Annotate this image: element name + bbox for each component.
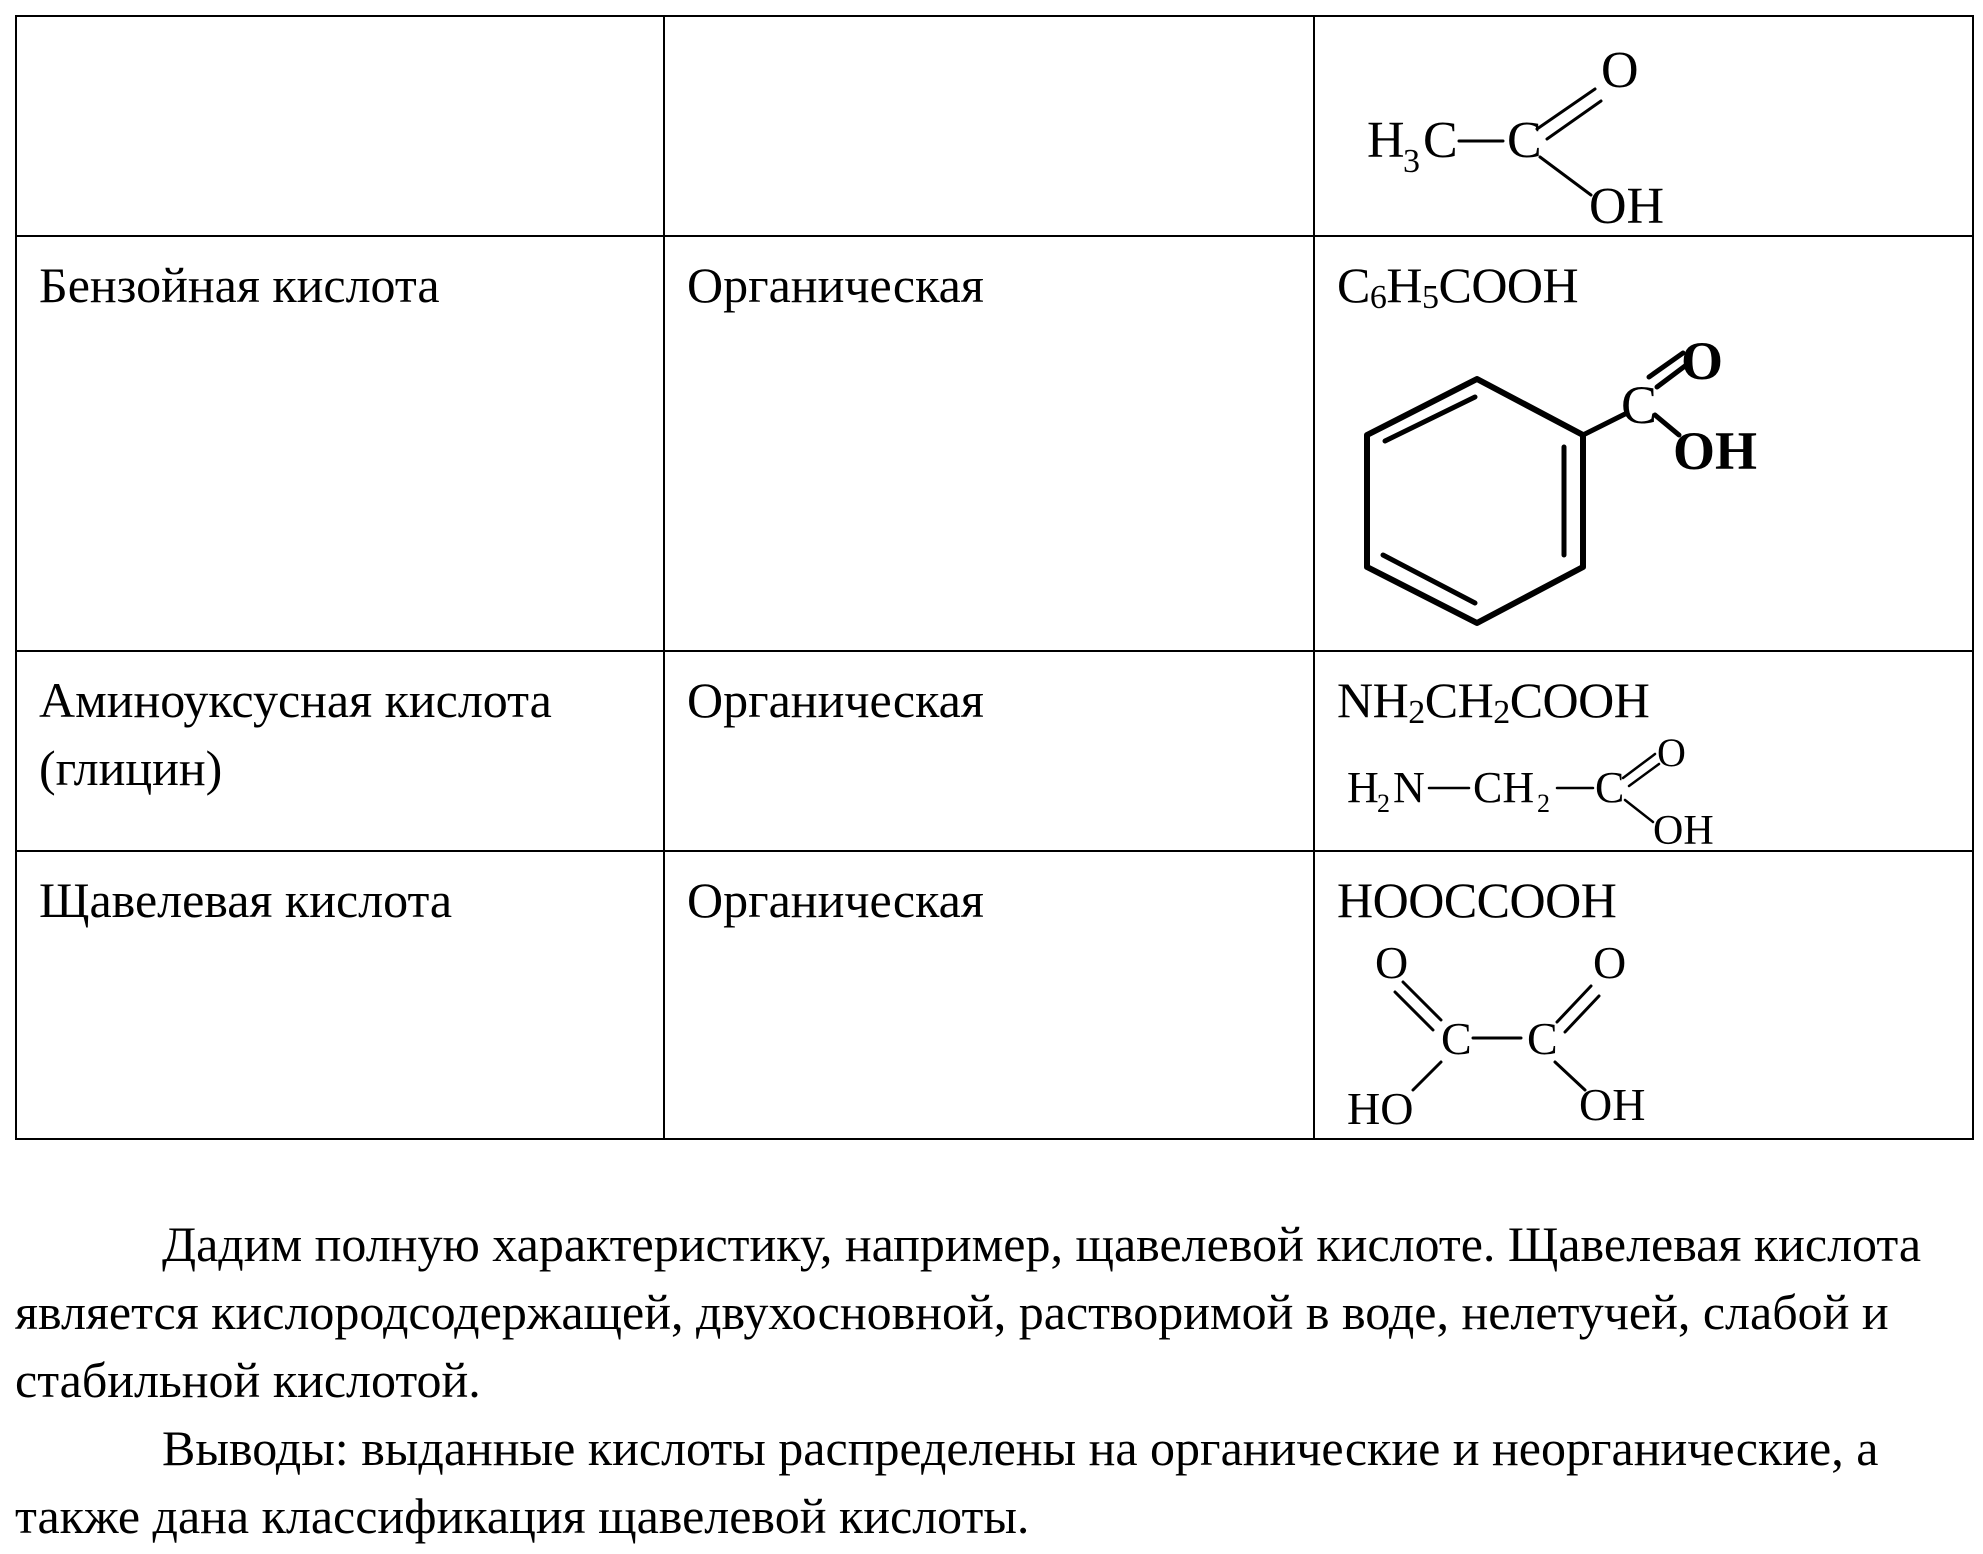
glycine-structure	[1337, 734, 1817, 846]
svg-text:C: C	[1507, 112, 1542, 169]
acid-type-cell	[664, 651, 1314, 851]
formula-cell	[1314, 651, 1973, 851]
molecular-formula: $NH_2CH_2COOH$	[1337, 672, 1650, 731]
svg-text:OH: OH	[1653, 808, 1714, 846]
acid-name: Аминоуксусная кислота (глицин)	[39, 672, 552, 796]
acid-type-cell	[664, 16, 1314, 236]
formula-cell	[1314, 851, 1973, 1139]
svg-text:OH: OH	[1579, 1079, 1646, 1130]
table-row	[16, 16, 1973, 236]
table-row	[16, 236, 1973, 651]
paragraph-conclusions: Выводы: выданные кислоты распределены на органические и неорганические, а также дана классификация щавелевой кислоты.	[15, 1420, 1879, 1544]
svg-text:3: 3	[1403, 143, 1420, 180]
acid-name-cell	[16, 236, 664, 651]
acid-name: Щавелевая кислота	[39, 872, 453, 928]
svg-text:H: H	[1347, 763, 1379, 812]
oxalic-acid-structure	[1337, 934, 1757, 1130]
molecular-formula: HOOCCOOH	[1337, 872, 1617, 928]
acid-type: Органическая	[687, 872, 984, 928]
svg-text:CH: CH	[1473, 763, 1535, 812]
svg-text:C: C	[1441, 1013, 1472, 1064]
benzoic-acid-structure	[1337, 319, 1817, 639]
svg-text:O: O	[1375, 937, 1409, 988]
svg-text:C: C	[1621, 375, 1658, 435]
acetic-acid-structure	[1337, 17, 1757, 235]
molecular-formula: $C_6H_5COOH$	[1337, 257, 1579, 316]
svg-text:2: 2	[1377, 789, 1390, 818]
svg-text:2: 2	[1537, 789, 1550, 818]
table-row	[16, 851, 1973, 1139]
svg-text:HO: HO	[1347, 1083, 1414, 1130]
paragraph-characteristic: Дадим полную характеристику, например, щавелевой кислоте. Щавелевая кислота является кислородсодержащей, двухосновной, растворимой в воде, нелетучей, слабой и стабильной кислотой.	[15, 1216, 1922, 1408]
svg-text:OH: OH	[1673, 421, 1758, 481]
acid-type-cell	[664, 236, 1314, 651]
acid-type: Органическая	[687, 257, 984, 313]
table-row	[16, 651, 1973, 851]
acids-table	[15, 15, 1974, 1140]
acid-type-cell	[664, 851, 1314, 1139]
formula-cell	[1314, 16, 1973, 236]
acid-name-cell	[16, 851, 664, 1139]
svg-text:H: H	[1367, 112, 1405, 169]
svg-text:OH: OH	[1589, 178, 1665, 235]
svg-text:C: C	[1595, 763, 1625, 812]
svg-text:O: O	[1657, 734, 1686, 775]
formula-cell	[1314, 236, 1973, 651]
svg-text:N: N	[1393, 763, 1425, 812]
svg-text:O: O	[1681, 331, 1724, 391]
acid-name-cell	[16, 16, 664, 236]
acid-name-cell	[16, 651, 664, 851]
svg-text:O: O	[1593, 937, 1627, 988]
svg-text:C: C	[1527, 1013, 1558, 1064]
svg-text:O: O	[1601, 42, 1639, 99]
acid-name: Бензойная кислота	[39, 257, 440, 313]
svg-text:C: C	[1423, 112, 1458, 169]
acid-type: Органическая	[687, 672, 984, 728]
